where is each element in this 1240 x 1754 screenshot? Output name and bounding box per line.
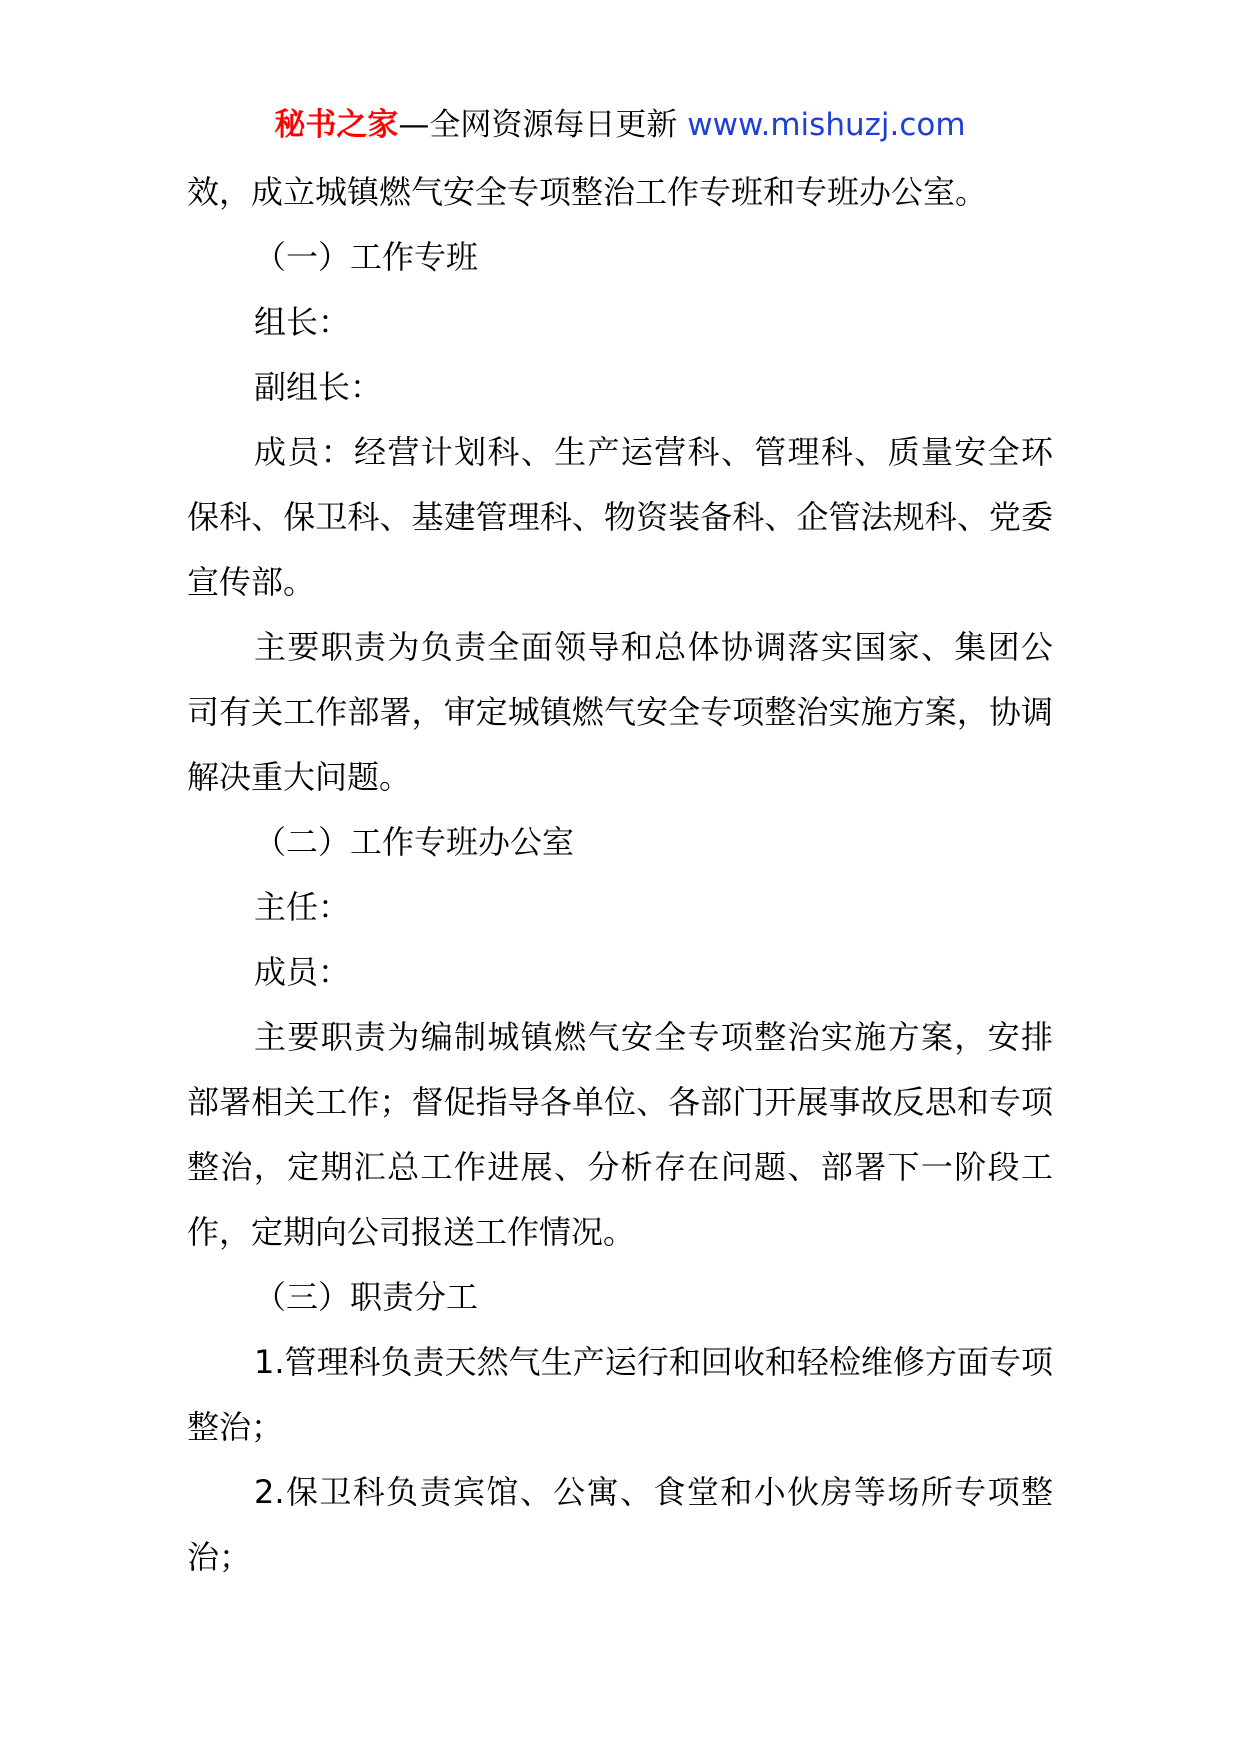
list-item: 2.保卫科负责宾馆、公寓、食堂和小伙房等场所专项整治； (187, 1473, 1053, 1576)
document-body (187, 160, 1053, 1590)
site-header (0, 100, 1240, 150)
section-heading-office: （二）工作专班办公室 (254, 823, 575, 861)
paragraph: 主要职责为编制城镇燃气安全专项整治实施方案，安排部署相关工作；督促指导各单位、各部门开展事故反思和专项整治，定期汇总工作进展、分析存在问题、部署下一阶段工作，定期向公司报送工作情况。 (187, 1018, 1053, 1251)
paragraph: 副组长： (254, 368, 383, 406)
paragraph: 组长： (254, 303, 351, 341)
list-item: 1.管理科负责天然气生产运行和回收和轻检维修方面专项整治； (187, 1343, 1053, 1446)
site-url-link[interactable]: www.mishuzj.com (687, 107, 966, 143)
paragraph: 成员：经营计划科、生产运营科、管理科、质量安全环保科、保卫科、基建管理科、物资装备科、企管法规科、党委宣传部。 (187, 433, 1053, 601)
paragraph: 效，成立城镇燃气安全专项整治工作专班和专班办公室。 (187, 173, 988, 211)
section-heading-duties: （三）职责分工 (254, 1278, 479, 1316)
paragraph: 成员： (254, 953, 351, 991)
header-slogan: —全网资源每日更新 (398, 107, 688, 143)
brand-name: 秘书之家 (274, 107, 399, 143)
section-heading-work-team: （一）工作专班 (254, 238, 479, 276)
paragraph: 主任： (254, 888, 351, 926)
paragraph: 主要职责为负责全面领导和总体协调落实国家、集团公司有关工作部署，审定城镇燃气安全专项整治实施方案，协调解决重大问题。 (187, 628, 1053, 796)
